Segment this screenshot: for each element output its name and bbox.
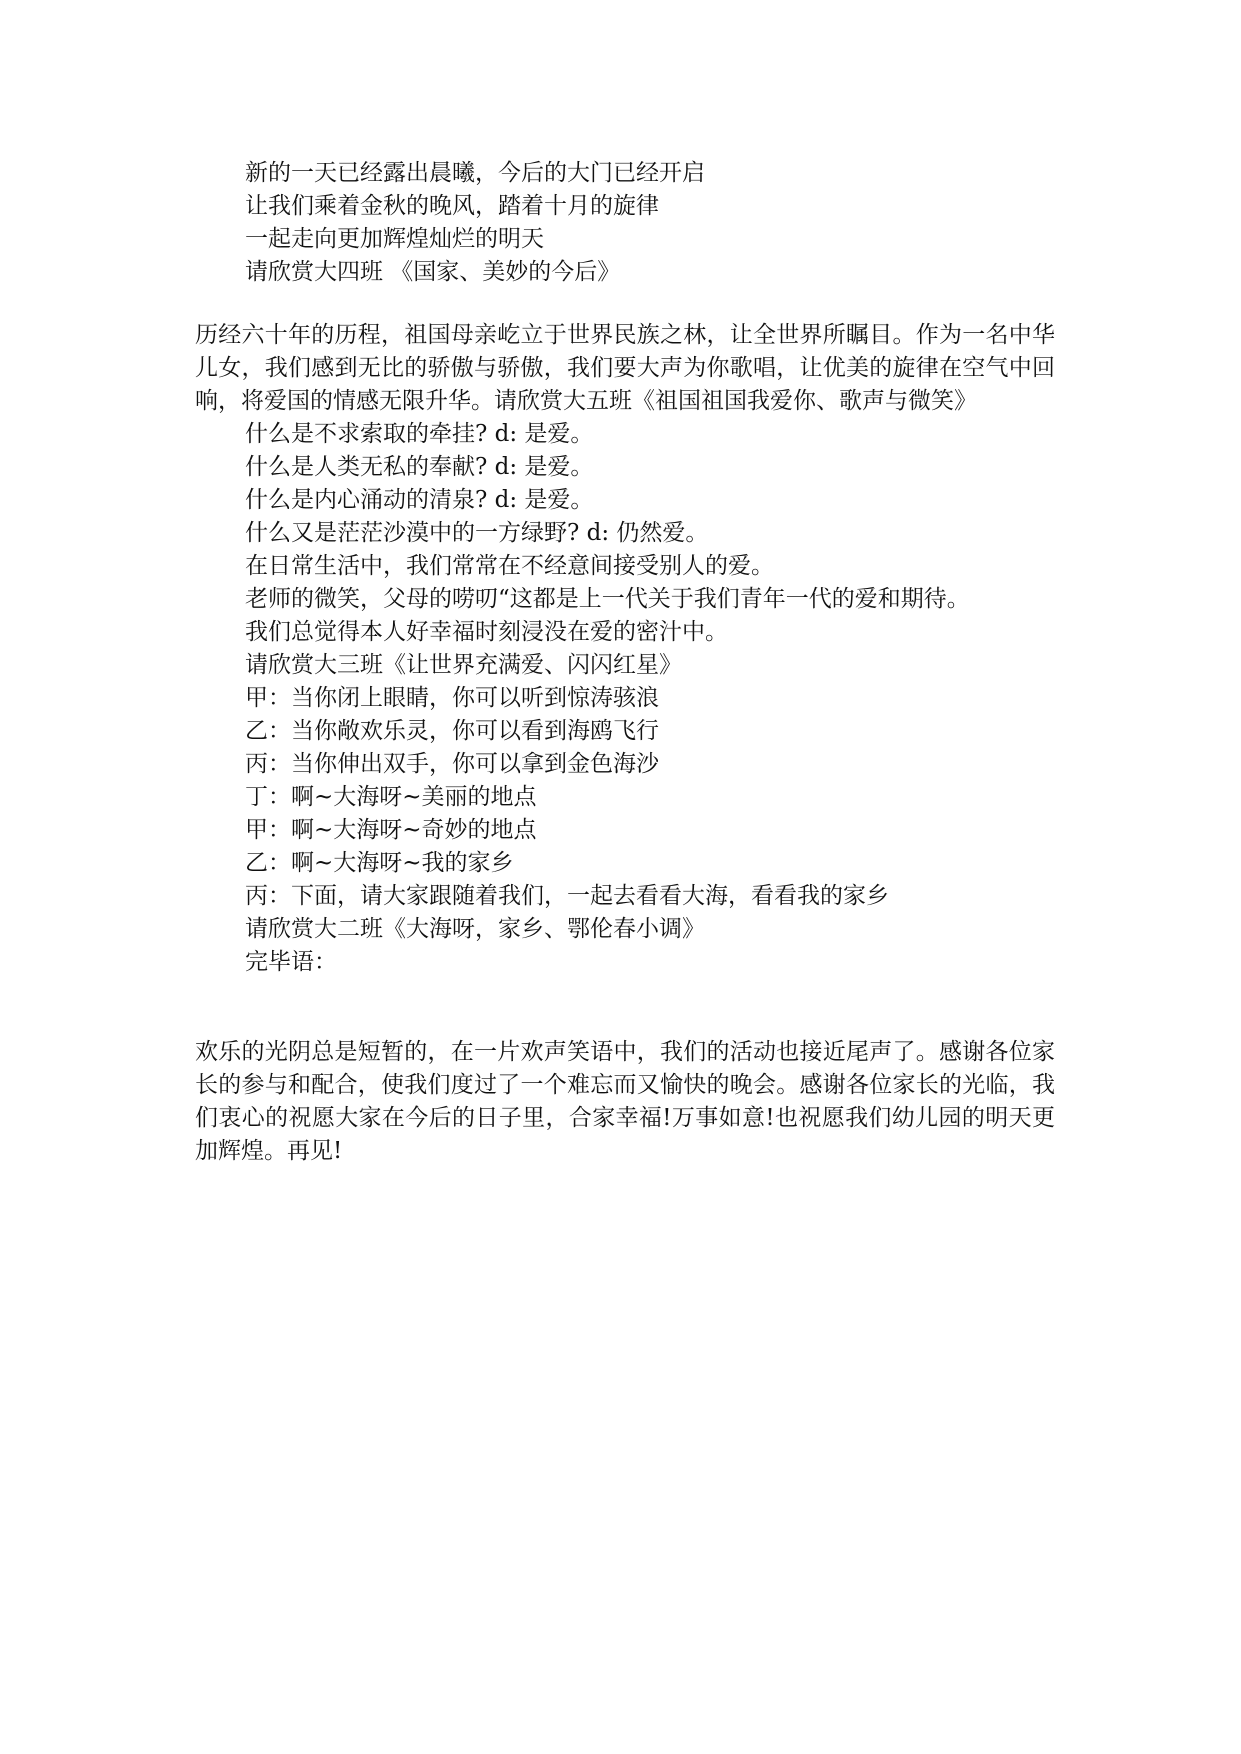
- dialogue-line: 丙：下面，请大家跟随着我们，一起去看看大海，看看我的家乡: [245, 883, 889, 909]
- dialogue-line: 丁：啊~大海呀~美丽的地点: [245, 784, 537, 810]
- intro-section: [195, 157, 1055, 289]
- dialogue-line: 什么又是茫茫沙漠中的一方绿野? d: 仍然爱。: [245, 520, 709, 546]
- dialogue-line: 甲：啊~大海呀~奇妙的地点: [245, 817, 537, 843]
- dialogue-line: 什么是内心涌动的清泉? d: 是爱。: [245, 487, 594, 513]
- dialogue-line: 老师的微笑，父母的唠叨“这都是上一代关于我们青年一代的爱和期待。: [245, 586, 970, 612]
- dialogue-line: 请欣赏大三班《让世界充满爱、闪闪红星》: [245, 652, 682, 678]
- dialogue-line: 乙：啊~大海呀~我的家乡: [245, 850, 514, 876]
- paragraph-closing: 欢乐的光阴总是短暂的，在一片欢声笑语中，我们的活动也接近尾声了。感谢各位家长的参与和配合，使我们度过了一个难忘而又愉快的晚会。感谢各位家长的光临，我们衷心的祝愿大家在今后的日子里，合家幸福!万事如意!也祝愿我们幼儿园的明天更加辉煌。再见!: [195, 1039, 1055, 1164]
- dialogue-line: 在日常生活中，我们常常在不经意间接受别人的爱。: [245, 553, 774, 579]
- intro-line: 让我们乘着金秋的晚风，踏着十月的旋律: [245, 193, 659, 219]
- dialogue-line: 请欣赏大二班《大海呀，家乡、鄂伦春小调》: [245, 916, 705, 942]
- dialogue-line: 什么是人类无私的奉献? d: 是爱。: [245, 454, 594, 480]
- intro-line: 新的一天已经露出晨曦，今后的大门已经开启: [245, 160, 705, 186]
- dialogue-line: 丙：当你伸出双手，你可以拿到金色海沙: [245, 751, 659, 777]
- dialogue-line: 甲：当你闭上眼睛，你可以听到惊涛骇浪: [245, 685, 659, 711]
- intro-line: 请欣赏大四班 《国家、美妙的今后》: [245, 259, 621, 285]
- body-section: [195, 319, 1055, 979]
- dialogue-line: 什么是不求索取的牵挂? d: 是爱。: [245, 421, 594, 447]
- intro-line: 一起走向更加辉煌灿烂的明天: [245, 226, 544, 252]
- paragraph-motherland: 历经六十年的历程，祖国母亲屹立于世界民族之林，让全世界所瞩目。作为一名中华儿女，我们感到无比的骄傲与骄傲，我们要大声为你歌唱，让优美的旋律在空气中回响，将爱国的情感无限升华。请欣赏大五班《祖国祖国我爱你、歌声与微笑》: [195, 322, 1055, 414]
- dialogue-line: 我们总觉得本人好幸福时刻浸没在爱的密汁中。: [245, 619, 728, 645]
- dialogue-line: 乙：当你敞欢乐灵，你可以看到海鸥飞行: [245, 718, 659, 744]
- closing-section: [195, 1036, 1055, 1168]
- closing-heading: 完毕语：: [245, 949, 337, 975]
